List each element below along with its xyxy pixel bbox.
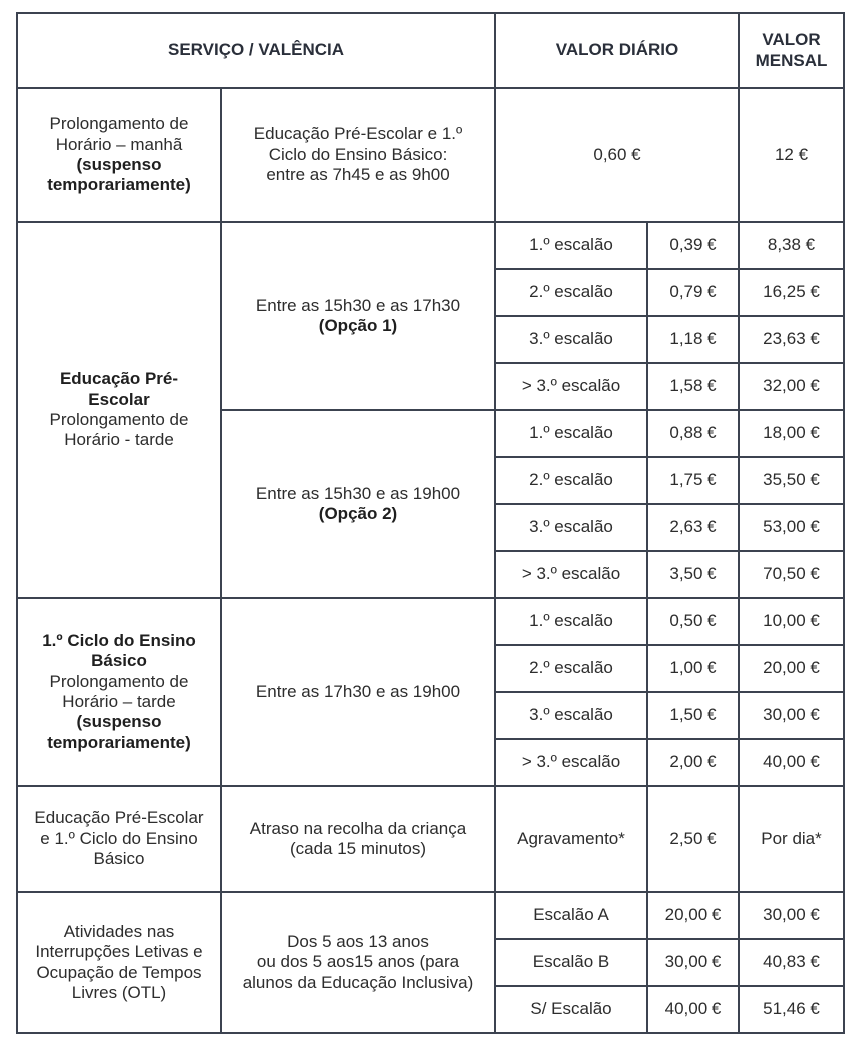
morning-row bbox=[17, 88, 844, 222]
escalao-cell: S/ Escalão bbox=[495, 986, 647, 1033]
daily-cell: 2,63 € bbox=[647, 504, 739, 551]
morning-title-line1: Prolongamento de bbox=[49, 114, 189, 134]
cycle1-title-line1: 1.º Ciclo do Ensino bbox=[42, 630, 196, 650]
monthly-cell: 32,00 € bbox=[739, 363, 844, 410]
header-monthly-line1: VALOR bbox=[762, 30, 821, 50]
monthly-cell: 23,63 € bbox=[739, 316, 844, 363]
daily-cell: 0,88 € bbox=[647, 410, 739, 457]
otl-row bbox=[17, 892, 844, 939]
cycle1-sub-line1: Prolongamento de bbox=[49, 671, 189, 691]
morning-note-line1: (suspenso bbox=[76, 155, 162, 174]
monthly-cell: 30,00 € bbox=[739, 892, 844, 939]
late-title-line1: Educação Pré-Escolar bbox=[34, 808, 204, 828]
otl-title-line4: Livres (OTL) bbox=[71, 982, 167, 1002]
late-title bbox=[17, 786, 221, 892]
monthly-cell: 51,46 € bbox=[739, 986, 844, 1033]
morning-daily: 0,60 € bbox=[495, 88, 739, 222]
escalao-cell: 2.º escalão bbox=[495, 457, 647, 504]
header-row bbox=[17, 13, 844, 88]
preschool-sub-line2: Horário - tarde bbox=[64, 430, 174, 450]
preschool-title-line2: Escolar bbox=[88, 389, 150, 409]
preschool-opt2-line2: (Opção 2) bbox=[318, 504, 398, 523]
otl-title-line3: Ocupação de Tempos bbox=[36, 962, 202, 982]
cycle1-desc: Entre as 17h30 e as 19h00 bbox=[221, 598, 495, 786]
monthly-cell: 8,38 € bbox=[739, 222, 844, 269]
morning-monthly: 12 € bbox=[739, 88, 844, 222]
cycle1-title-line2: Básico bbox=[91, 651, 147, 671]
late-title-line3: Básico bbox=[93, 849, 145, 869]
preschool-opt1-desc bbox=[221, 222, 495, 410]
morning-desc-line1: Educação Pré-Escolar e 1.º bbox=[253, 124, 463, 144]
daily-cell: 3,50 € bbox=[647, 551, 739, 598]
monthly-cell: 70,50 € bbox=[739, 551, 844, 598]
escalao-cell: 1.º escalão bbox=[495, 598, 647, 645]
morning-title bbox=[17, 88, 221, 222]
monthly-cell: 10,00 € bbox=[739, 598, 844, 645]
daily-cell: 30,00 € bbox=[647, 939, 739, 986]
escalao-cell: 3.º escalão bbox=[495, 316, 647, 363]
late-desc bbox=[221, 786, 495, 892]
monthly-cell: 20,00 € bbox=[739, 645, 844, 692]
daily-cell: 1,00 € bbox=[647, 645, 739, 692]
preschool-row bbox=[17, 222, 844, 269]
otl-title bbox=[17, 892, 221, 1033]
late-desc-line2: (cada 15 minutos) bbox=[289, 839, 427, 858]
escalao-cell: > 3.º escalão bbox=[495, 363, 647, 410]
preschool-opt1-line2: (Opção 1) bbox=[318, 316, 398, 335]
escalao-cell: 3.º escalão bbox=[495, 504, 647, 551]
fees-table bbox=[16, 12, 845, 1034]
escalao-cell: Escalão A bbox=[495, 892, 647, 939]
header-daily: VALOR DIÁRIO bbox=[495, 13, 739, 88]
daily-cell: 1,50 € bbox=[647, 692, 739, 739]
cycle1-title bbox=[17, 598, 221, 786]
late-row bbox=[17, 786, 844, 892]
morning-title-line2: Horário – manhã bbox=[55, 134, 183, 154]
daily-cell: 40,00 € bbox=[647, 986, 739, 1033]
escalao-cell: 1.º escalão bbox=[495, 222, 647, 269]
morning-note-line2: temporariamente) bbox=[47, 175, 191, 195]
late-daily: 2,50 € bbox=[647, 786, 739, 892]
escalao-cell: 2.º escalão bbox=[495, 269, 647, 316]
header-service: SERVIÇO / VALÊNCIA bbox=[17, 13, 495, 88]
cycle1-sub-line2: Horário – tarde bbox=[62, 692, 176, 711]
otl-desc-line3: alunos da Educação Inclusiva) bbox=[242, 972, 474, 992]
header-monthly-line2: MENSAL bbox=[755, 50, 828, 70]
morning-desc-line2: Ciclo do Ensino Básico: bbox=[268, 144, 448, 164]
otl-desc-line2: ou dos 5 aos15 anos (para bbox=[256, 952, 460, 972]
escalao-cell: 2.º escalão bbox=[495, 645, 647, 692]
cycle1-note-line1: (suspenso bbox=[76, 712, 162, 732]
daily-cell: 20,00 € bbox=[647, 892, 739, 939]
escalao-cell: > 3.º escalão bbox=[495, 739, 647, 786]
preschool-opt2-line1: Entre as 15h30 e as 19h00 bbox=[255, 483, 461, 503]
otl-desc bbox=[221, 892, 495, 1033]
late-monthly: Por dia* bbox=[739, 786, 844, 892]
cycle1-row bbox=[17, 598, 844, 645]
escalao-cell: 3.º escalão bbox=[495, 692, 647, 739]
daily-cell: 0,79 € bbox=[647, 269, 739, 316]
preschool-title bbox=[17, 222, 221, 598]
header-monthly bbox=[739, 13, 844, 88]
monthly-cell: 30,00 € bbox=[739, 692, 844, 739]
preschool-opt2-desc bbox=[221, 410, 495, 598]
daily-cell: 2,00 € bbox=[647, 739, 739, 786]
preschool-opt1-line1: Entre as 15h30 e as 17h30 bbox=[255, 295, 461, 315]
monthly-cell: 40,00 € bbox=[739, 739, 844, 786]
late-label: Agravamento* bbox=[495, 786, 647, 892]
daily-cell: 1,58 € bbox=[647, 363, 739, 410]
otl-title-line2: Interrupções Letivas e bbox=[35, 942, 203, 962]
daily-cell: 0,50 € bbox=[647, 598, 739, 645]
daily-cell: 0,39 € bbox=[647, 222, 739, 269]
preschool-sub-line1: Prolongamento de bbox=[49, 410, 189, 429]
monthly-cell: 18,00 € bbox=[739, 410, 844, 457]
daily-cell: 1,18 € bbox=[647, 316, 739, 363]
otl-desc-line1: Dos 5 aos 13 anos bbox=[287, 931, 429, 951]
morning-desc bbox=[221, 88, 495, 222]
monthly-cell: 16,25 € bbox=[739, 269, 844, 316]
cycle1-note-line2: temporariamente) bbox=[47, 732, 191, 752]
escalao-cell: 1.º escalão bbox=[495, 410, 647, 457]
late-title-line2: e 1.º Ciclo do Ensino bbox=[40, 828, 198, 848]
escalao-cell: Escalão B bbox=[495, 939, 647, 986]
preschool-title-line1: Educação Pré- bbox=[59, 369, 179, 389]
monthly-cell: 53,00 € bbox=[739, 504, 844, 551]
monthly-cell: 35,50 € bbox=[739, 457, 844, 504]
daily-cell: 1,75 € bbox=[647, 457, 739, 504]
monthly-cell: 40,83 € bbox=[739, 939, 844, 986]
morning-desc-line3: entre as 7h45 e as 9h00 bbox=[266, 165, 450, 185]
escalao-cell: > 3.º escalão bbox=[495, 551, 647, 598]
late-desc-line1: Atraso na recolha da criança bbox=[249, 818, 467, 838]
otl-title-line1: Atividades nas bbox=[63, 921, 175, 941]
